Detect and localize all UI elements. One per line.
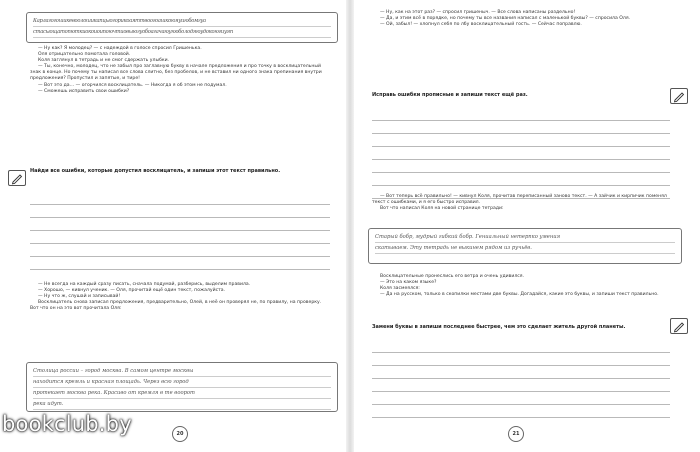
writing-line — [372, 379, 670, 392]
writing-lines-1 — [30, 192, 330, 270]
left-page — [6, 6, 342, 446]
handwriting-box-right — [368, 228, 682, 264]
story-paragraph: Коля заглянул в тетрадь и не смог сдержать улыбки. — [38, 58, 170, 64]
handwriting-line: протекает москва река. Красиво от кремля в те воорот — [33, 388, 331, 399]
writing-line — [372, 160, 670, 173]
story-paragraph: — Не всегда на каждый сразу писать, сначала подумай, разберись, выделим правила. — [38, 282, 251, 287]
writing-line — [372, 134, 670, 147]
story-paragraph: Восклицательные пронеслись его ветра и очень удивился. — [380, 274, 525, 279]
writing-line — [372, 405, 670, 418]
watermark-text: bookclub.by — [2, 412, 132, 436]
story-text-3-right — [372, 274, 672, 298]
pencil-icon — [8, 170, 26, 186]
story-paragraph: Оля отрицательно помотала головой. — [38, 52, 131, 58]
story-paragraph: Вот что написал Коля на новой странице тетради: — [380, 206, 504, 212]
task-instruction-right-2: Замени буквы в запиши последнее быстрее, чем это сделает житель другой планеты. — [372, 324, 626, 330]
story-paragraph: — Ты, конечно, молодец, что не забыл про заглавную букву в начале предложения и про точку в восклицательный знак в конце. Но почему ты написал все слова слитно, без пробелов, и не вставил ни одного знака препинания внутри предложения? Пропустил и запятые, и тире! — [30, 64, 322, 82]
story-paragraph: — Ну как? Я молодец? — с надеждой в голосе спросил Гришенька. — [38, 46, 202, 51]
writing-lines-right-1 — [372, 108, 670, 199]
story-text-1-right — [372, 10, 672, 28]
writing-line — [372, 108, 670, 121]
writing-line — [372, 147, 670, 160]
story-text-2 — [30, 282, 330, 312]
handwriting-line: Столица россии – город москва. В самом центре москвы — [33, 366, 331, 377]
handwriting-line: скатываем. Эту тетрадь не выкинем рядом из ручьёв. — [375, 243, 675, 254]
right-page — [358, 6, 694, 446]
handwriting-line: находится кремль и красная площадь. Через всю город — [33, 377, 331, 388]
writing-line — [30, 192, 330, 205]
page-number-left: 20 — [172, 426, 188, 442]
writing-line — [372, 392, 670, 405]
writing-line — [372, 366, 670, 379]
story-paragraph: — Да, и этим всё в порядке, но почему ты все названия написал с маленькой буквы? — спросила Оля. — [380, 16, 631, 22]
story-paragraph: — Сможешь исправить свои ошибки? — [38, 88, 130, 94]
handwriting-line: река идут. — [33, 399, 331, 410]
writing-line — [30, 218, 330, 231]
page-number-right: 21 — [508, 426, 524, 442]
story-paragraph: — Ну, как на этот раз? — спросил гришеныч. — Все слова написаны раздельно! — [380, 10, 576, 15]
writing-line — [30, 244, 330, 257]
writing-line — [372, 173, 670, 186]
handwriting-line: Старый бобр, мудрый гибкий бобр. Гениальный нетерпко умения — [375, 232, 675, 243]
writing-line — [30, 257, 330, 270]
story-paragraph: Восклицатель снова записал предложения, предварительно, Олей, в неё он проверял не, по правилу, на проверку. Вот что он на это вот прочитала Оля: — [30, 300, 322, 312]
writing-lines-right-2 — [372, 340, 670, 418]
handwriting-box-top — [26, 12, 338, 43]
story-paragraph: Коля засмеялся: — [380, 286, 420, 292]
pencil-icon — [670, 88, 688, 104]
pencil-icon — [670, 318, 688, 334]
task-instruction-1: Найди все ошибки, которые допустил восклицатель, и запиши этот текст правильно. — [30, 168, 281, 174]
writing-line — [372, 353, 670, 366]
writing-line — [372, 340, 670, 353]
writing-line — [30, 205, 330, 218]
handwriting-box-bottom — [26, 362, 338, 412]
task-instruction-right-1: Исправь ошибки прописные и запиши текст ещё раз. — [372, 92, 528, 98]
handwriting-line: Карлагогошикевоолошикапцыогорикоаяттвоогоашкоюяуиюбомгуа — [33, 16, 331, 27]
story-paragraph: — Вот это да… — огорчился восклицатель. — Никогда я об этом не подумал. — [38, 82, 227, 88]
book-spine — [346, 0, 354, 452]
writing-line — [30, 231, 330, 244]
handwriting-line: стасыощатопюткиокоиоипоючтиовыюгуобоагачаюуюоболодяюудокоюгиуяп — [33, 27, 331, 38]
story-paragraph: — Это на каком языке? — [380, 280, 437, 286]
story-paragraph: — Да на русском, только в скопилки местами две буквы. Догадайся, какие это буквы, и запиши текст правильно. — [380, 292, 659, 298]
story-paragraph: — Хорошо, — кивнул ученик. — Оля, прочитай ещё один текст, пожалуйста. — [38, 288, 226, 294]
story-paragraph: — Ну что ж, слушай и записывай! — [38, 294, 121, 300]
writing-line — [372, 121, 670, 134]
story-text-2-right — [372, 194, 672, 212]
story-paragraph: — Ой, забыл! — хлопнул себя по лбу восклицательный гость. — Сейчас поправлю. — [380, 22, 582, 28]
story-text-1 — [30, 46, 330, 95]
story-paragraph: — Вот теперь всё правильно! — кивнул Коля, прочитав переписанный заново текст. — А зайчик и кирпичик поменял текст с ошибками, и я его быстро исправил. — [372, 194, 667, 206]
